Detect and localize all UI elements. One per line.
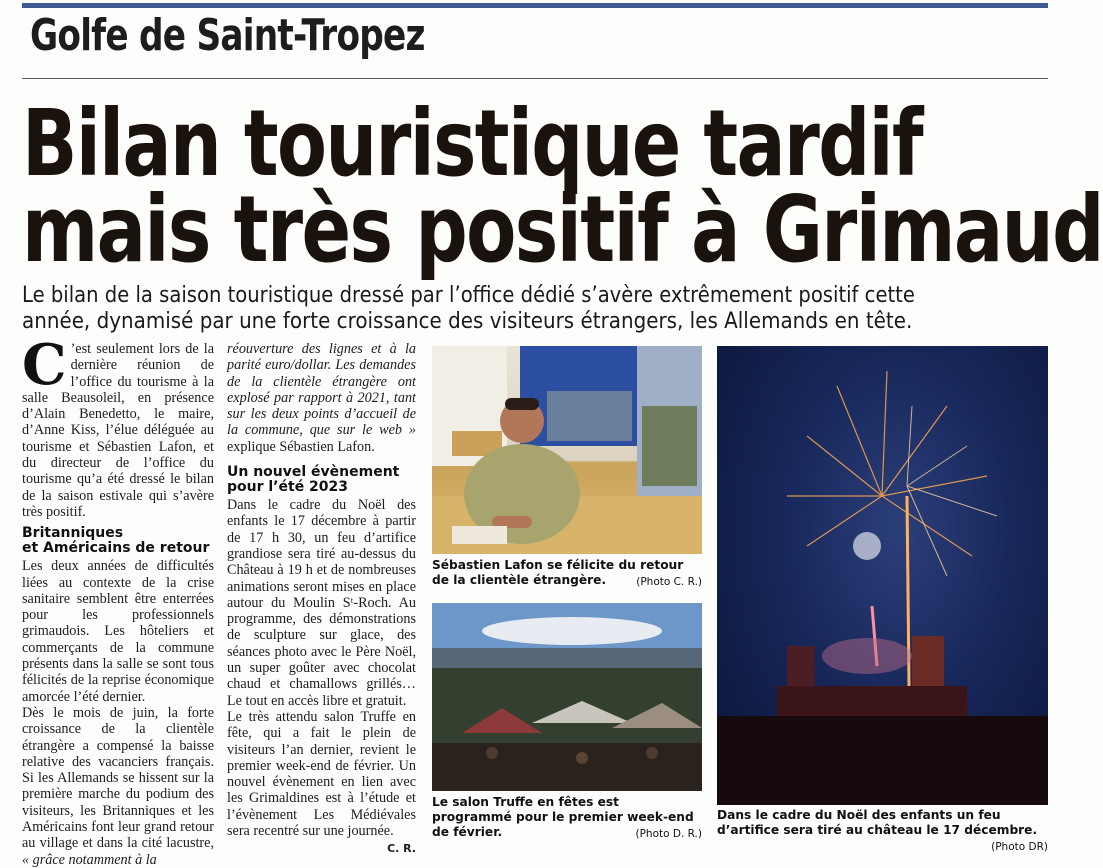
lead-line-1: Le bilan de la saison touristique dressé par l’office dédié s’avère extrêmement positif cette [22, 283, 915, 308]
headline-line-2: mais très positif à Grimaud [22, 176, 1103, 283]
photo-3-caption-text: Dans le cadre du Noël des enfants un feu d’artifice sera tiré au château le 17 décembre. [717, 808, 1038, 837]
photo-sebastien-lafon [432, 346, 702, 554]
drop-cap: C [22, 332, 67, 398]
article-column-1 [22, 332, 214, 868]
photo-truffe-en-fetes [432, 603, 702, 791]
office-photo-illustration [432, 346, 702, 554]
photo-2-caption [432, 795, 702, 842]
photo-2-credit: (Photo D. R.) [635, 828, 702, 840]
intro-text: ’est seulement lors de la dernière réunion de l’office du tourisme à la salle Beausoleil, en présence d’Alain Benedetto, le maire, d’Anne Kiss, l’élue déléguée au tourisme et Sébastien Lafon, et du directeur de l’office du tourisme qu’a été dressé le bilan de la saison estivale qui s’avère très positif. [22, 341, 214, 520]
body-paragraph-1: Les deux années de difficultés liées au contexte de la crise sanitaire semblent être enterrées pour les professionnels grimaudois. Les hôteliers et commerçants de la commune présents dans la salle se sont tous félicités de la reprise économique amorcée l’été dernier. [22, 558, 214, 705]
author-signature: C. R. [387, 842, 416, 856]
headline-line-1: Bilan touristique tardif [22, 90, 923, 197]
body-paragraph-2-text: Dès le mois de juin, la forte croissance de la clientèle étrangère a compensé la baisse relative des vacanciers français. Si les Allemands se hissent sur la première marche du podium des visiteurs, les Britanniques et les Américains font leur grand retour au village et dans la cité lacustre, [22, 704, 214, 852]
subheading-1 [22, 526, 214, 556]
quote-start: « grâce notamment à la [22, 851, 157, 868]
subheading-1-line-1: Britanniques [22, 525, 124, 542]
body-paragraph-2 [22, 705, 214, 868]
subheading-2-line-2: pour l’été 2023 [227, 479, 349, 496]
photo-2-caption-text: Le salon Truffe en fêtes est programmé pour le premier week-end de février. [432, 795, 694, 839]
section-title: Golfe de Saint-Tropez [30, 10, 425, 61]
photo-fireworks-chateau [717, 346, 1048, 805]
subheading-2 [227, 465, 416, 495]
photo-1-caption-text: Sébastien Lafon se félicite du retour de la clientèle étrangère. [432, 558, 684, 587]
body-paragraph-3: Dans le cadre du Noël des enfants le 17 décembre à partir de 17 h 30, un feu d’artifice grandiose sera tiré au-dessus du Château à 19 h et de nombreuses animations seront mises en place autour du Moulin Sᵗ-Roch. Au programme, des démonstrations de sculpture sur glace, des séances photo avec le Père Noël, un super goûter avec chocolat chaud et chamallows grillés… Le tout en accès libre et gratuit. [227, 497, 416, 709]
quote-paragraph [227, 341, 416, 455]
fireworks-photo-illustration [717, 346, 1048, 805]
photo-3-caption [717, 808, 1048, 855]
top-rule [22, 3, 1048, 8]
body-paragraph-4: Le très attendu salon Truffe en fête, qui a fait le plein de visiteurs l’an dernier, revient le premier week-end de février. Un nouvel évènement en lien avec les Grimaldines est à l’étude et l’évènement Les Médiévales sera recentré sur une journée. [227, 708, 416, 840]
intro-paragraph [22, 332, 214, 520]
photo-1-credit: (Photo C. R.) [636, 576, 702, 588]
quote-attribution: explique Sébastien Lafon. [227, 438, 375, 455]
fair-photo-illustration [432, 603, 702, 791]
subheading-1-line-2: et Américains de retour [22, 540, 210, 557]
article-column-2 [227, 341, 416, 858]
section-divider [22, 78, 1048, 79]
lead-line-2: année, dynamisé par une forte croissance des visiteurs étrangers, les Allemands en tête. [22, 309, 913, 335]
quote-continued: réouverture des lignes et à la parité euro/dollar. Les demandes de la clientèle étrangère ont explosé par rapport à 2021, tant sur les deux points d’accueil de la commune, que sur le web » [227, 341, 416, 439]
subheading-2-line-1: Un nouvel évènement [227, 464, 400, 481]
photo-3-credit: (Photo DR) [991, 841, 1048, 853]
photo-1-caption [432, 558, 702, 590]
lead-paragraph [22, 283, 1052, 336]
